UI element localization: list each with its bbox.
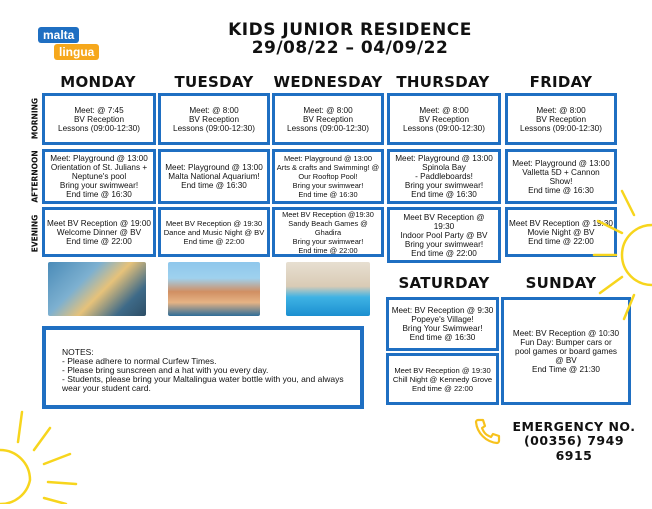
- cell-text: Meet: Playground @ 13:00 Valletta 5D + Cannon Show! End time @ 16:30: [512, 158, 610, 195]
- sun-icon: [592, 185, 652, 325]
- day-wednesday: WEDNESDAY: [273, 73, 383, 91]
- cell-thursday-evening: [387, 207, 501, 263]
- notes-box: [42, 326, 364, 409]
- cell-tuesday-evening: [158, 207, 270, 257]
- cell-text: Meet BV Reception @19:30 Sandy Beach Games @ Ghadira Bring your swimwear! End time @ 22:00: [282, 209, 374, 255]
- cell-saturday-evening: [386, 353, 499, 405]
- maltalingua-logo: [38, 27, 108, 63]
- cell-text: Meet: @ 8:00 BV Reception Lessons (09:00-12:30): [520, 105, 602, 133]
- cell-wednesday-evening: [272, 207, 384, 257]
- cell-text: Meet: @ 7:45 BV Reception Lessons (09:00-12:30): [58, 105, 140, 133]
- cell-text: Meet: BV Reception @ 9:30 Popeye's Village! Bring Your Swimwear! End time @ 16:30: [391, 306, 494, 342]
- cell-text: Meet: BV Reception @ 10:30 Fun Day: Bumper cars or pool games or board games @ BV End Time @ 21:30: [512, 328, 620, 374]
- cell-text: Meet: Playground @ 13:00 Orientation of St. Julians + Neptune's pool Bring your swimwear! End time @ 16:30: [50, 154, 148, 199]
- cell-text: Meet BV Reception @ 19:30 Chill Night @ Kennedy Grove End time @ 22:00: [392, 365, 493, 393]
- day-friday: FRIDAY: [529, 73, 593, 91]
- logo-bottom: lingua: [54, 44, 99, 60]
- cell-monday-morning: [42, 93, 156, 145]
- cell-text: Meet BV Reception @ 19:30 Movie Night @ BV End time @ 22:00: [509, 218, 613, 246]
- cell-saturday-day: [386, 297, 499, 351]
- cell-text: Meet: Playground @ 13:00 Arts & crafts and Swimming! @ Our Rooftop Pool! Bring your swimwear! End time @ 16:30: [276, 154, 380, 199]
- notes-text: NOTES: - Please adhere to normal Curfew Times. - Please bring sunscreen and a hat with you every day. - Students, please bring your Maltalingua water bottle with you, and always wear your student card.: [62, 347, 344, 393]
- sun-icon: [0, 402, 80, 504]
- cell-tuesday-morning: [158, 93, 270, 145]
- photo-pool: [286, 262, 370, 316]
- photo-beach-group: [168, 262, 260, 316]
- cell-monday-evening: [42, 207, 156, 257]
- cell-monday-afternoon: [42, 149, 156, 204]
- cell-text: Meet BV Reception @ 19:00 Welcome Dinner @ BV End time @ 22:00: [47, 218, 151, 246]
- cell-text: Meet: Playground @ 13:00 Malta National Aquarium! End time @ 16:30: [165, 163, 263, 190]
- cell-wednesday-morning: [272, 93, 384, 145]
- cell-text: Meet BV Reception @ 19:30 Indoor Pool Party @ BV Bring your swimwear! End time @ 22:00: [400, 212, 488, 258]
- cell-text: Meet: @ 8:00 BV Reception Lessons (09:00-12:30): [173, 105, 255, 133]
- logo-top: malta: [38, 27, 79, 43]
- side-evening: EVENING: [30, 214, 40, 253]
- day-thursday: THURSDAY: [396, 73, 490, 91]
- phone-icon: [472, 416, 502, 446]
- day-saturday: SATURDAY: [398, 274, 490, 292]
- cell-text: Meet: @ 8:00 BV Reception Lessons (09:00-12:30): [287, 105, 369, 133]
- cell-thursday-morning: [387, 93, 501, 145]
- side-afternoon: AFTERNOON: [30, 150, 40, 203]
- day-monday: MONDAY: [60, 73, 136, 91]
- cell-wednesday-afternoon: [272, 149, 384, 204]
- cell-text: Meet: Playground @ 13:00 Spinola Bay - Paddleboards! Bring your swimwear! End time @ 16:30: [395, 154, 493, 199]
- emergency-label: EMERGENCY NO.: [512, 419, 636, 434]
- cell-text: Meet: @ 8:00 BV Reception Lessons (09:00-12:30): [403, 105, 485, 133]
- cell-text: Meet BV Reception @ 19:30 Dance and Music Night @ BV End time @ 22:00: [163, 218, 265, 246]
- side-morning: MORNING: [30, 97, 40, 140]
- cell-friday-morning: [505, 93, 617, 145]
- cell-thursday-afternoon: [387, 149, 501, 204]
- emergency-number: (00356) 7949 6915: [523, 433, 625, 463]
- page-title: KIDS JUNIOR RESIDENCE: [228, 20, 472, 40]
- page-dates: 29/08/22 – 04/09/22: [251, 38, 449, 58]
- photo-students-group: [48, 262, 146, 316]
- cell-tuesday-afternoon: [158, 149, 270, 204]
- day-tuesday: TUESDAY: [174, 73, 254, 91]
- day-sunday: SUNDAY: [525, 274, 597, 292]
